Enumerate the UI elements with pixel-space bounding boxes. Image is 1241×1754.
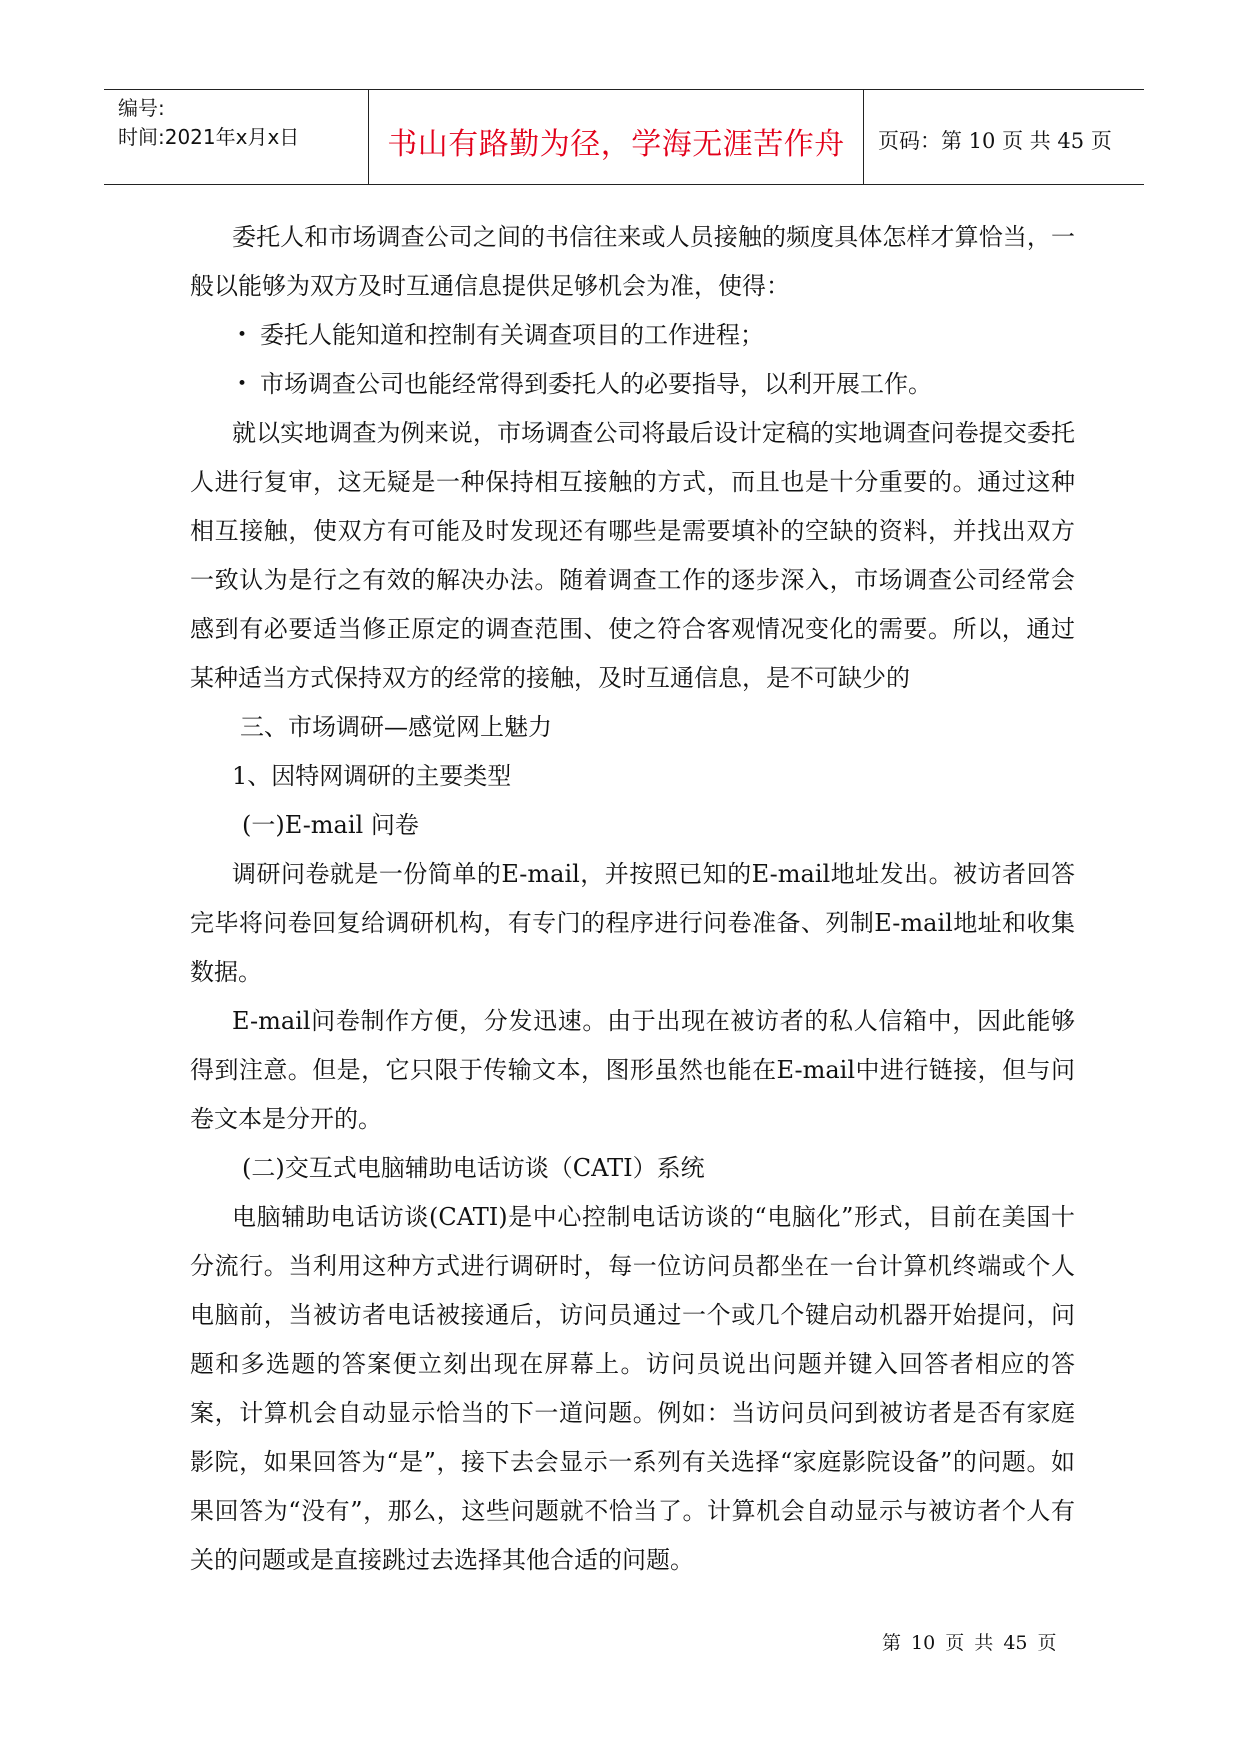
subsection-heading-email: (一)E-mail 问卷 [242,811,419,839]
date-label: 时间:2021年x月x日 [118,125,300,149]
paragraph-email-advantages: E-mail问卷制作方便，分发迅速。由于出现在被访者的私人信箱中，因此能够得到注意。但是，它只限于传输文本，图形虽然也能在E-mail中进行链接，但与问卷文本是分开的。 [190,1007,1075,1133]
paragraph-field-survey: 就以实地调查为例来说，市场调查公司将最后设计定稿的实地调查问卷提交委托人进行复审，这无疑是一种保持相互接触的方式，而且也是十分重要的。通过这种相互接触，使双方有可能及时发现还有哪些是需要填补的空缺的资料，并找出双方一致认为是行之有效的解决办法。随着调查工作的逐步深入，市场调查公司经常会感到有必要适当修正原定的调查范围、使之符合客观情况变化的需要。所以，通过某种适当方式保持双方的经常的接触，及时互通信息，是不可缺少的 [190,419,1075,692]
header-meta [104,90,369,184]
page-header [104,89,1144,185]
bullet-icon: • [237,325,248,345]
section-heading: 三、市场调研—感觉网上魅力 [240,713,552,741]
subsection-heading: 1、因特网调研的主要类型 [232,762,512,790]
bullet-text: 委托人能知道和控制有关调查项目的工作进程； [260,321,764,349]
document-body [190,213,1075,1585]
header-page-info: 页码：第 10 页 共 45 页 [878,129,1112,153]
paragraph-email-questionnaire: 调研问卷就是一份简单的E-mail，并按照已知的E-mail地址发出。被访者回答完毕将问卷回复给调研机构，有专门的程序进行问卷准备、列制E-mail地址和收集数据。 [190,860,1075,986]
header-motto: 书山有路勤为径，学海无涯苦作舟 [369,90,864,184]
bullet-icon: • [237,374,248,394]
bullet-item [190,360,1075,409]
paragraph-contact-frequency: 委托人和市场调查公司之间的书信往来或人员接触的频度具体怎样才算恰当，一般以能够为双方及时互通信息提供足够机会为准，使得： [190,223,1075,300]
subsection-heading-cati: (二)交互式电脑辅助电话访谈（CATI）系统 [242,1154,705,1182]
paragraph-cati: 电脑辅助电话访谈(CATI)是中心控制电话访谈的“电脑化”形式，目前在美国十分流行。当利用这种方式进行调研时，每一位访问员都坐在一台计算机终端或个人电脑前，当被访者电话被接通后，访问员通过一个或几个键启动机器开始提问，问题和多选题的答案便立刻出现在屏幕上。访问员说出问题并键入回答者相应的答案，计算机会自动显示恰当的下一道问题。例如：当访问员问到被访者是否有家庭影院，如果回答为“是”，接下去会显示一系列有关选择“家庭影院设备”的问题。如果回答为“没有”，那么，这些问题就不恰当了。计算机会自动显示与被访者个人有关的问题或是直接跳过去选择其他合适的问题。 [190,1203,1075,1574]
serial-number-label: 编号: [118,96,165,120]
bullet-item [190,311,1075,360]
page-footer: 第 10 页 共 45 页 [882,1632,1057,1654]
bullet-text: 市场调查公司也能经常得到委托人的必要指导，以利开展工作。 [260,370,932,398]
